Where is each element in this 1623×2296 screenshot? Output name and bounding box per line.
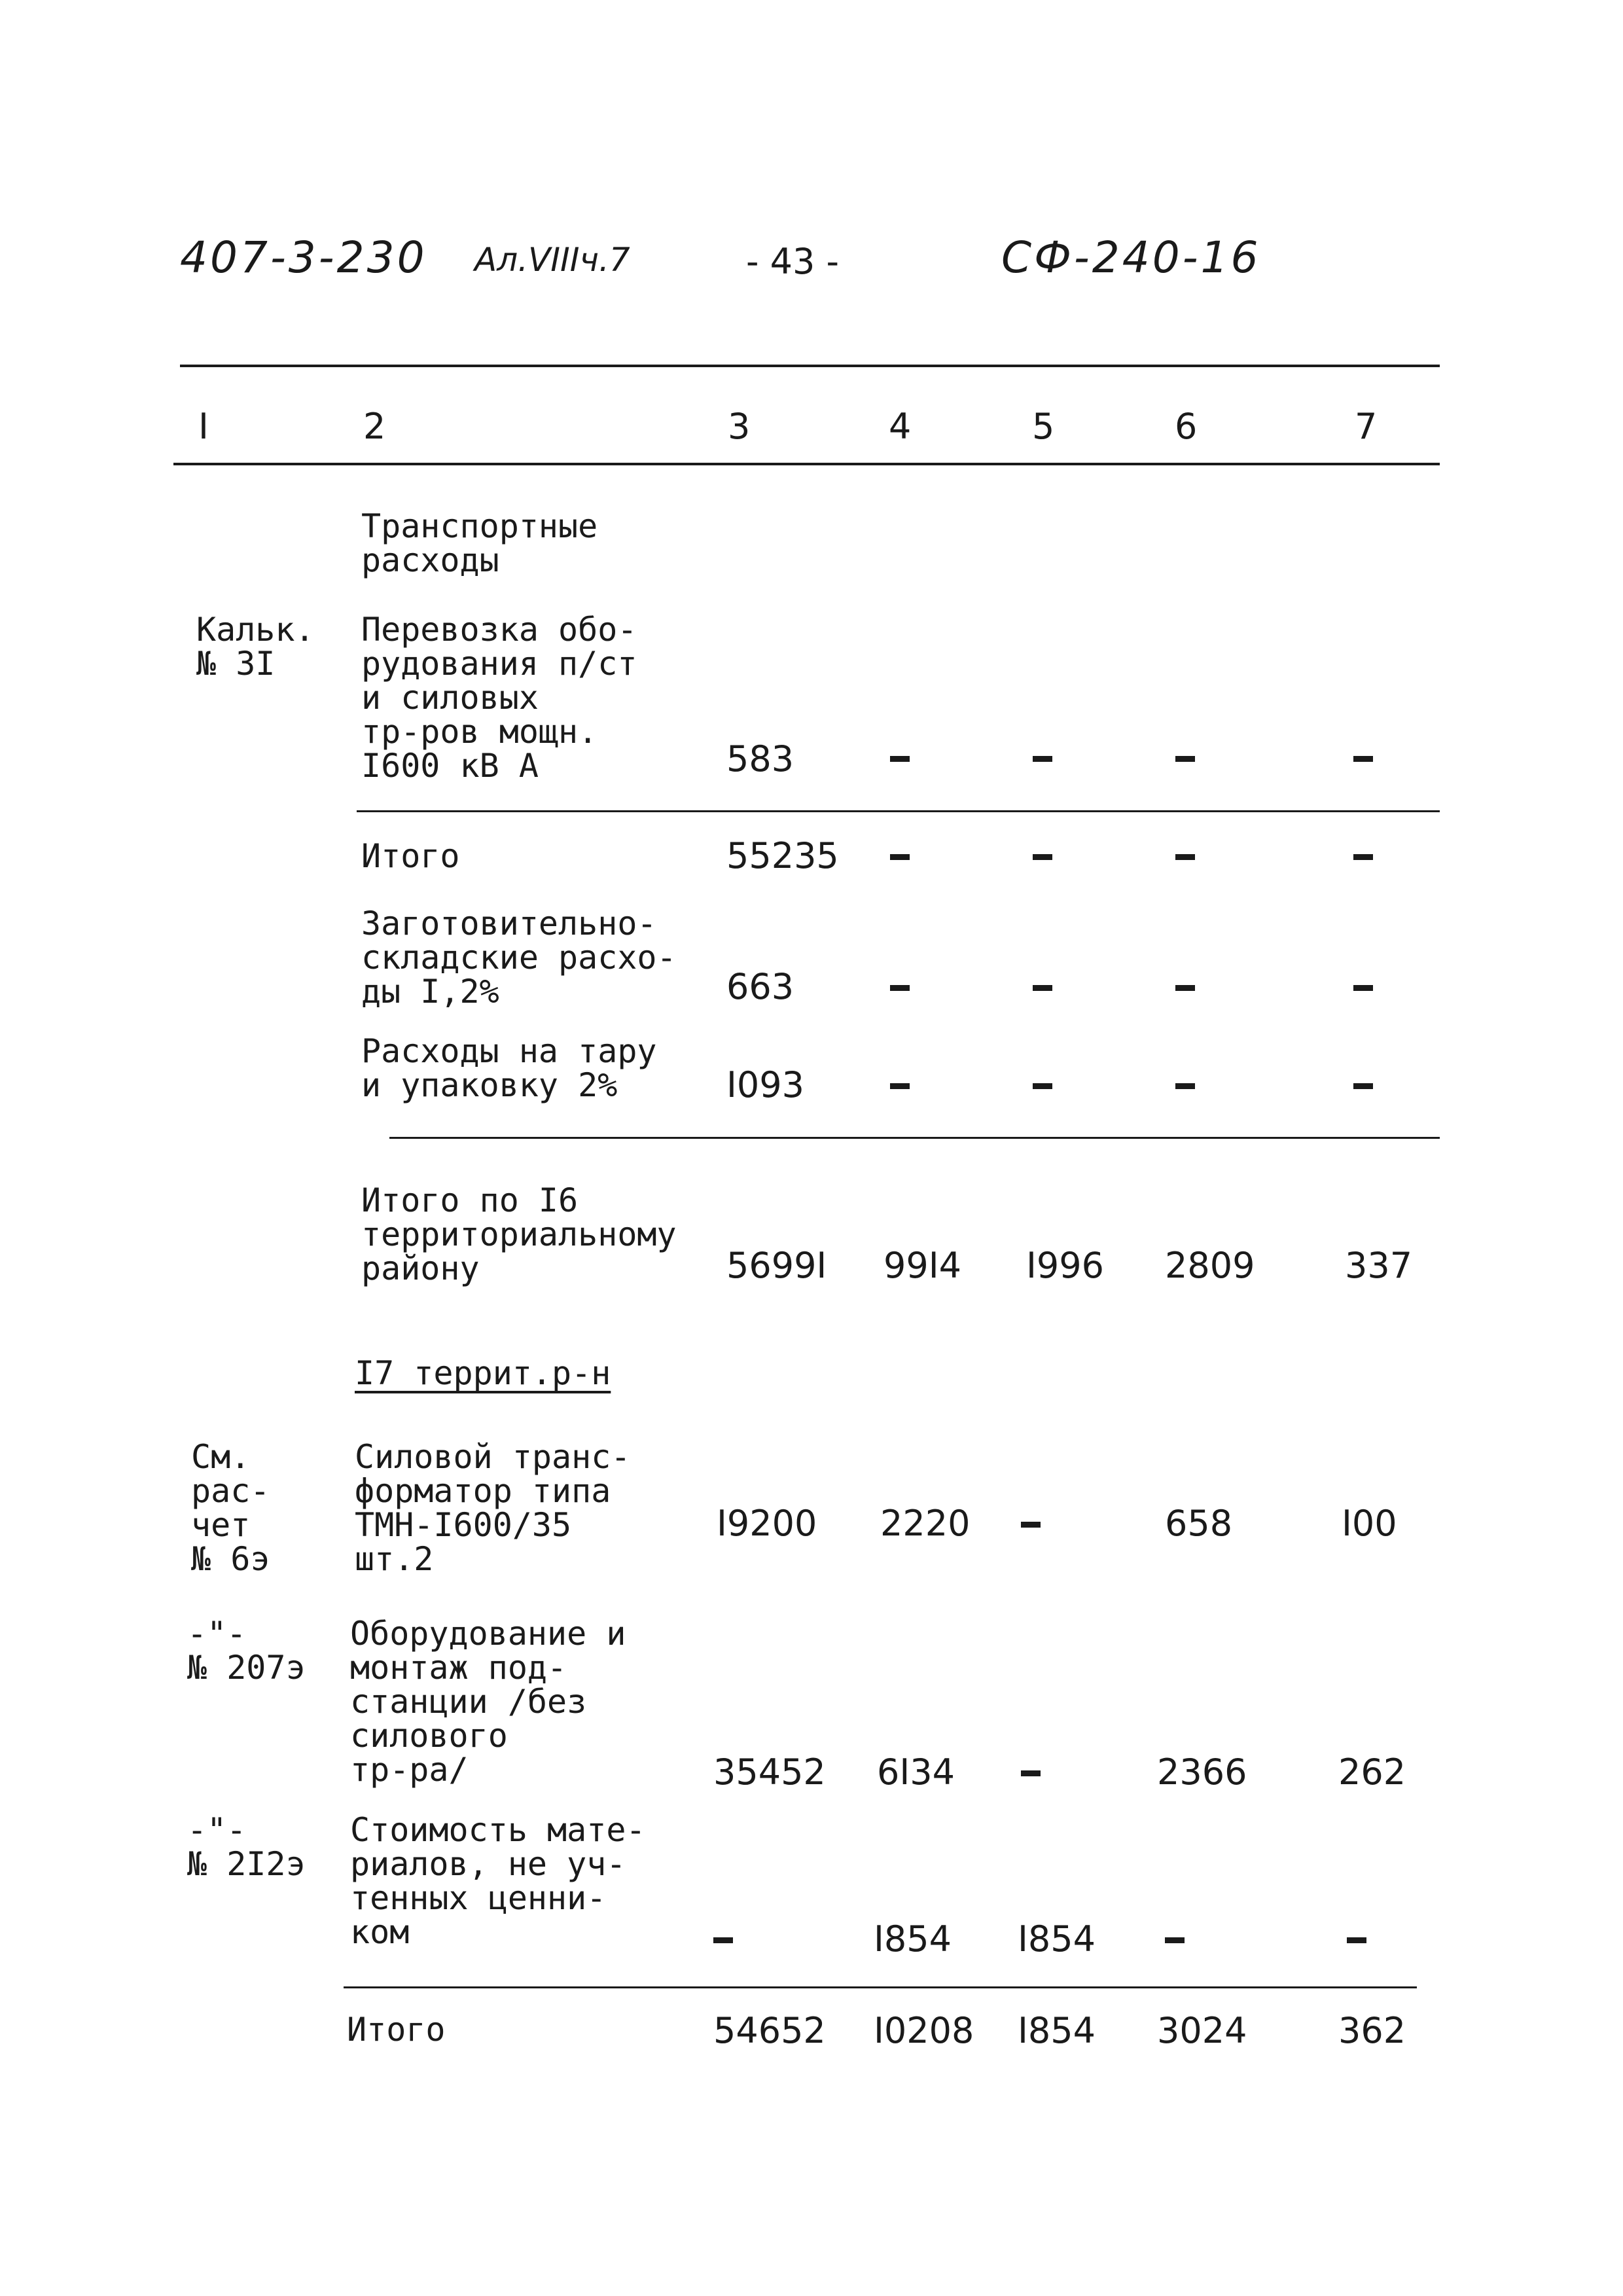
section-heading-territory: I7 террит.р-н <box>355 1354 611 1392</box>
col-header-2: 2 <box>363 406 386 447</box>
section-heading-transport: Транспортные расходы <box>361 507 598 579</box>
row-name: Силовой транс- форматор типа ТМН-I600/35 шт.2 <box>355 1438 631 1578</box>
document-code: 407-3-230 <box>180 232 427 283</box>
row-name: Итого по I6 территориальному району <box>361 1181 677 1287</box>
cell-col7: 362 <box>1338 2010 1406 2051</box>
cell-col5: I854 <box>1018 2010 1096 2051</box>
row-name: Итого <box>361 837 460 875</box>
row-name: Перевозка обо- рудования п/ст и силовых тр-ров мощн. I600 кВ А <box>361 611 637 785</box>
row-rule <box>357 810 1440 812</box>
cell-col4: 6I34 <box>877 1751 955 1793</box>
header-rule <box>173 463 1440 465</box>
album-reference: Ал.VIIIч.7 <box>474 241 630 279</box>
cell-col6: 658 <box>1165 1503 1233 1544</box>
cell-col4: 99I4 <box>883 1245 961 1286</box>
cell-col6: 3024 <box>1157 2010 1247 2051</box>
cell-col3: 55235 <box>726 835 839 876</box>
cell-col3: 663 <box>726 966 794 1007</box>
row-rule <box>389 1137 1440 1139</box>
page-number: - 43 - <box>746 241 840 282</box>
cell-col7: 262 <box>1338 1751 1406 1793</box>
cell-col4: I0208 <box>874 2010 974 2051</box>
cell-col3: 583 <box>726 738 794 780</box>
dash <box>713 1937 733 1943</box>
row-ref: -"- № 207э <box>187 1615 306 1687</box>
row-name: Стоимость мате- риалов, не уч- тенных ценни- ком <box>350 1811 646 1951</box>
cell-col7: I00 <box>1342 1503 1397 1544</box>
dash <box>1175 985 1195 991</box>
col-header-3: 3 <box>728 406 751 447</box>
row-rule <box>344 1986 1417 1988</box>
cell-col5: I996 <box>1026 1245 1104 1286</box>
col-header-7: 7 <box>1355 406 1378 447</box>
dash <box>1353 1083 1373 1089</box>
row-name: Оборудование и монтаж под- станции /без силового тр-ра/ <box>350 1615 626 1789</box>
dash <box>1165 1937 1185 1943</box>
row-ref: -"- № 2I2э <box>187 1811 306 1883</box>
cell-col4: 2220 <box>880 1503 971 1544</box>
dash <box>1353 985 1373 991</box>
dash <box>1353 756 1373 762</box>
dash <box>1347 1937 1366 1943</box>
dash <box>1353 854 1373 860</box>
dash <box>890 985 910 991</box>
row-ref: См. рас- чет № 6э <box>191 1438 270 1578</box>
top-rule <box>180 365 1440 367</box>
series-code: СФ-240-16 <box>1001 232 1261 283</box>
dash <box>1175 756 1195 762</box>
dash <box>1033 985 1052 991</box>
dash <box>890 756 910 762</box>
col-header-4: 4 <box>889 406 912 447</box>
dash <box>1033 854 1052 860</box>
cell-col5: I854 <box>1018 1918 1096 1960</box>
dash <box>1175 1083 1195 1089</box>
dash <box>1175 854 1195 860</box>
cell-col7: 337 <box>1345 1245 1413 1286</box>
cell-col4: I854 <box>874 1918 952 1960</box>
row-ref: Кальк. № 3I <box>196 611 315 683</box>
cell-col6: 2809 <box>1165 1245 1255 1286</box>
cell-col3: I093 <box>726 1064 804 1105</box>
dash <box>1021 1522 1041 1528</box>
cell-col3: 5699I <box>726 1245 827 1286</box>
dash <box>890 854 910 860</box>
cell-col3: I9200 <box>717 1503 817 1544</box>
cell-col3: 54652 <box>713 2010 826 2051</box>
dash <box>1021 1770 1041 1776</box>
col-header-1: I <box>198 406 209 447</box>
cell-col6: 2366 <box>1157 1751 1247 1793</box>
row-name: Итого <box>347 2011 446 2049</box>
dash <box>890 1083 910 1089</box>
cell-col3: 35452 <box>713 1751 826 1793</box>
dash <box>1033 1083 1052 1089</box>
row-name: Заготовительно- складские расхо- ды I,2% <box>361 905 677 1011</box>
col-header-6: 6 <box>1175 406 1198 447</box>
col-header-5: 5 <box>1032 406 1055 447</box>
dash <box>1033 756 1052 762</box>
row-name: Расходы на тару и упаковку 2% <box>361 1032 657 1104</box>
